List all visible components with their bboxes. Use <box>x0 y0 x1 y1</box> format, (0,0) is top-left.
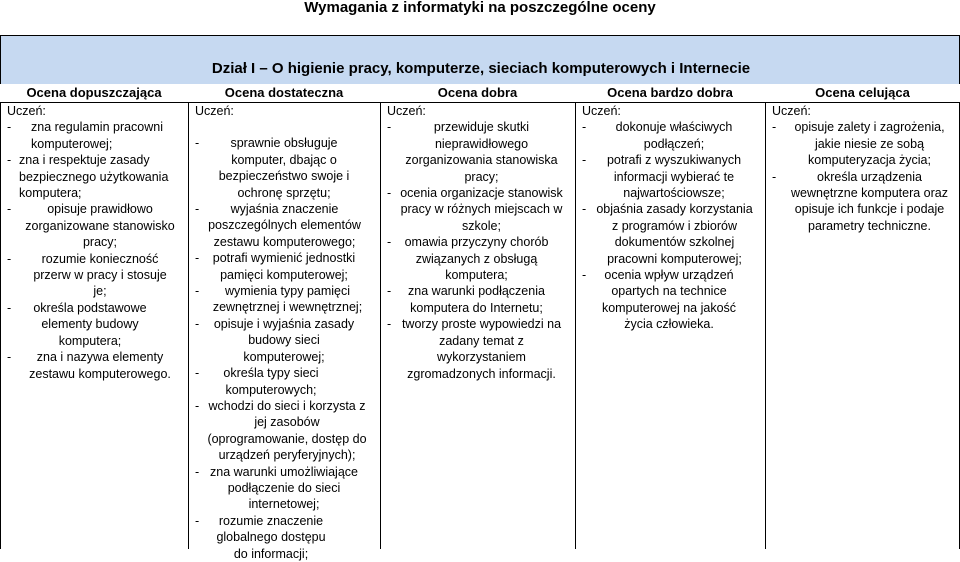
list-item: - opisuje zalety i zagrożenia, jakie niesie ze sobą komputeryzacja życia; <box>772 120 945 168</box>
list-item: - przewiduje skutki nieprawidłowego zorganizowania stanowiska pracy; <box>387 120 558 184</box>
student-label: Uczeń: <box>387 104 426 118</box>
student-label: Uczeń: <box>582 104 621 118</box>
list-item: - wyjaśnia znaczenie poszczególnych elementów zestawu komputerowego; <box>195 202 361 249</box>
list-item: - zna warunki umożliwiające podłączenie do sieci internetowej; <box>195 464 358 512</box>
list-item: - opisuje prawidłowo zorganizowane stanowisko pracy; <box>7 202 175 250</box>
heading-celujaca: Ocena celująca <box>815 85 910 100</box>
student-label: Uczeń: <box>772 104 811 118</box>
bullet-dash: - <box>582 202 587 217</box>
column-celujaca <box>765 103 960 549</box>
section-header <box>0 36 960 85</box>
bullet-dash: - <box>7 120 12 135</box>
heading-dostateczna: Ocena dostateczna <box>224 85 344 100</box>
list-item: - wchodzi do sieci i korzysta z jej zasobów (oprogramowanie, dostęp do urządzeń peryferyjnych); <box>195 398 367 463</box>
column-dopuszczajaca <box>0 103 188 549</box>
list-item: - określa podstawowe elementy budowy komputera; <box>7 300 147 348</box>
list-item: - zna warunki podłączenia komputera do Internetu; <box>387 284 545 315</box>
list-item: - zna i respektuje zasady bezpiecznego użytkowania komputera; <box>7 153 169 201</box>
page-title: Wymagania z informatyki na poszczególne oceny <box>304 0 656 16</box>
bullet-dash: - <box>387 186 392 201</box>
list-item: - potrafi wymienić jednostki pamięci komputerowej; <box>195 251 356 282</box>
bullet-dash: - <box>195 316 200 331</box>
bullet-dash: - <box>195 464 200 479</box>
list-item: - sprawnie obsługuje komputer, dbając o bezpieczeństwo swoje i ochronę sprzętu; <box>195 136 350 200</box>
requirements-list <box>189 135 380 562</box>
requirements-list <box>381 119 575 382</box>
list-item: - ocenia wpływ urządzeń opartych na technice komputerowej na jakość życia człowieka. <box>582 268 737 332</box>
bullet-dash: - <box>7 251 12 266</box>
bullet-dash: - <box>7 202 12 217</box>
bullet-dash: - <box>195 284 200 299</box>
bullet-dash: - <box>772 120 777 135</box>
bullet-dash: - <box>195 202 200 217</box>
heading-bardzo-dobra: Ocena bardzo dobra <box>607 85 733 100</box>
list-item: - potrafi z wyszukiwanych informacji wybierać te najwartościowsze; <box>582 153 742 201</box>
list-item: - zna regulamin pracowni komputerowej; <box>7 120 164 151</box>
list-item: - określa urządzenia wewnętrzne komputera oraz opisuje ich funkcje i podaje parametry techniczne. <box>772 169 949 233</box>
student-label: Uczeń: <box>7 104 46 118</box>
heading-dobra: Ocena dobra <box>437 85 518 100</box>
bullet-dash: - <box>387 284 392 299</box>
column-bardzo-dobra <box>575 103 765 549</box>
requirements-list <box>576 119 765 332</box>
bullet-dash: - <box>582 268 587 283</box>
bullet-dash: - <box>582 120 587 135</box>
list-item: - zna i nazywa elementy zestawu komputerowego. <box>7 350 171 381</box>
bullet-dash: - <box>387 120 392 135</box>
bullet-dash: - <box>387 235 392 250</box>
list-item: - rozumie konieczność przerw w pracy i stosuje je; <box>7 251 167 299</box>
list-item: - opisuje i wyjaśnia zasady budowy sieci komputerowej; <box>195 316 355 364</box>
student-label: Uczeń: <box>195 104 234 118</box>
bullet-dash: - <box>7 350 12 365</box>
grade-columns <box>0 103 960 561</box>
heading-dopuszczajaca: Ocena dopuszczająca <box>26 85 162 100</box>
list-item: - rozumie znaczenie globalnego dostępu do informacji; <box>195 513 326 561</box>
list-item: - tworzy proste wypowiedzi na zadany temat z wykorzystaniem zgromadzonych informacji. <box>387 317 562 381</box>
column-dobra <box>380 103 575 549</box>
bullet-dash: - <box>195 136 200 151</box>
list-item: - określa typy sieci komputerowych; <box>195 366 319 397</box>
bullet-dash: - <box>772 169 777 184</box>
grade-headings-row <box>0 84 960 103</box>
bullet-dash: - <box>195 513 200 528</box>
bullet-dash: - <box>582 153 587 168</box>
bullet-dash: - <box>195 398 200 413</box>
requirements-table <box>0 35 960 561</box>
list-item: - omawia przyczyny chorób związanych z obsługą komputera; <box>387 235 549 283</box>
column-dostateczna <box>188 103 380 561</box>
bullet-dash: - <box>7 153 12 168</box>
requirements-list <box>766 119 959 234</box>
list-item: - dokonuje właściwych podłączeń; <box>582 120 733 151</box>
bullet-dash: - <box>195 366 200 381</box>
list-item: - ocenia organizacje stanowisk pracy w różnych miejscach w szkole; <box>387 186 563 233</box>
list-item: - objaśnia zasady korzystania z programów i zbiorów dokumentów szkolnej pracowni komputerowej; <box>582 202 753 266</box>
bullet-dash: - <box>195 251 200 266</box>
requirements-list <box>1 119 188 382</box>
section-title: Dział I – O higienie pracy, komputerze, sieciach komputerowych i Internecie <box>211 60 751 77</box>
list-item: - wymienia typy pamięci zewnętrznej i wewnętrznej; <box>195 284 363 315</box>
bullet-dash: - <box>387 317 392 332</box>
bullet-dash: - <box>7 300 12 315</box>
